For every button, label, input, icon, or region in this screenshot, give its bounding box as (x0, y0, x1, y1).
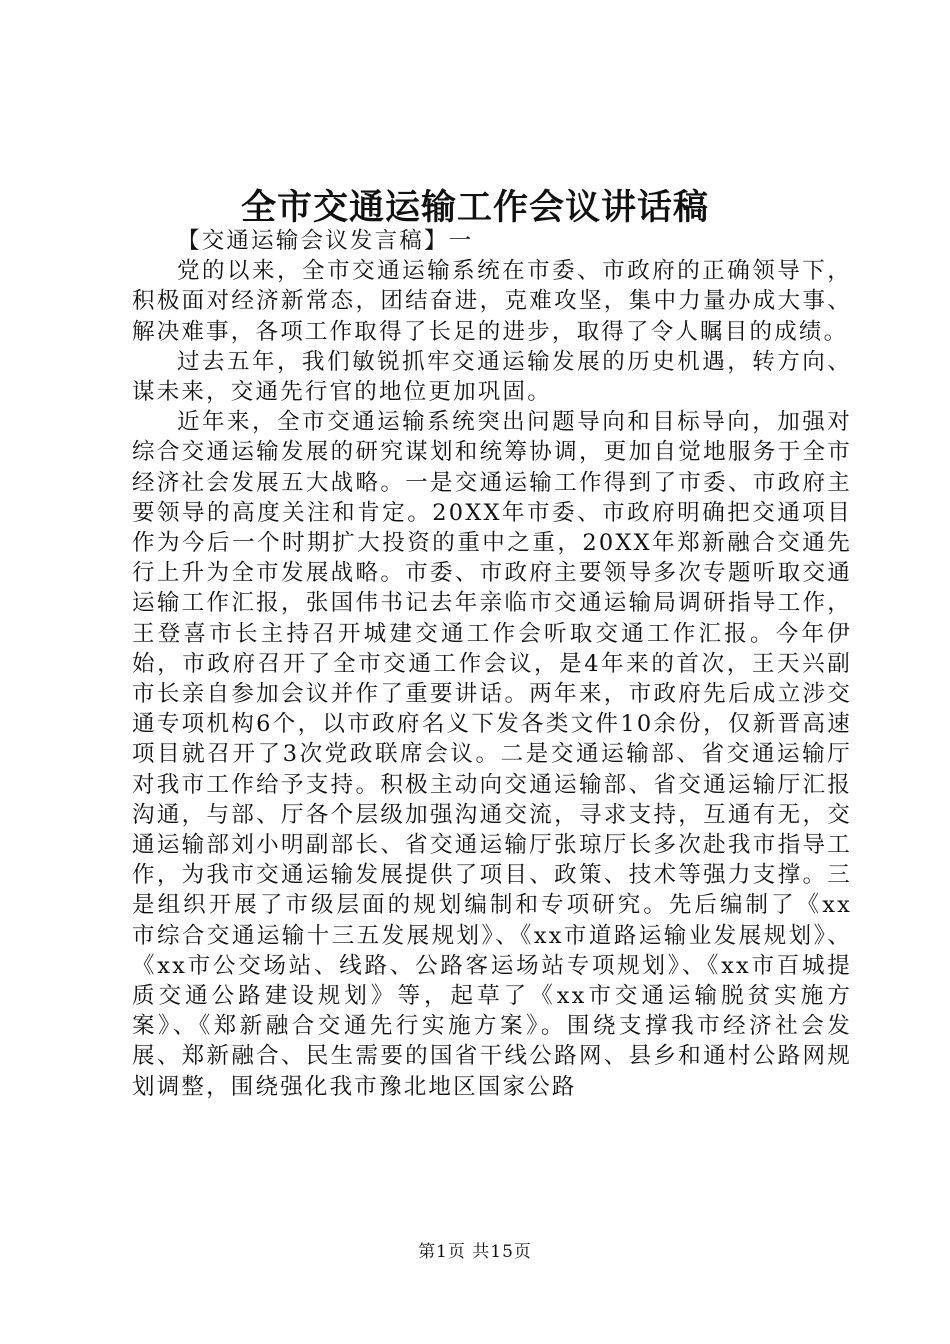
document-body (132, 226, 852, 1102)
paragraph: 过去五年，我们敏锐抓牢交通运输发展的历史机遇，转方向、谋未来，交通先行官的地位更加巩固。 (132, 348, 852, 406)
paragraph: 党的以来，全市交通运输系统在市委、市政府的正确领导下，积极面对经济新常态，团结奋进，克难攻坚，集中力量办成大事、解决难事，各项工作取得了长足的进步，取得了令人瞩目的成绩。 (132, 258, 852, 345)
paragraph: 近年来，全市交通运输系统突出问题导向和目标导向，加强对综合交通运输发展的研究谋划和统筹协调，更加自觉地服务于全市经济社会发展五大战略。一是交通运输工作得到了市委、市政府主要领导的高度关注和肯定。20XX年市委、市政府明确把交通项目作为今后一个时期扩大投资的重中之重，20XX年郑新融合交通先行上升为全市发展战略。市委、市政府主要领导多次专题听取交通运输工作汇报，张国伟书记去年亲临市交通运输局调研指导工作，王登喜市长主持召开城建交通工作会听取交通工作汇报。今年伊始，市政府召开了全市交通工作会议，是4年来的首次，王天兴副市长亲自参加会议并作了重要讲话。两年来，市政府先后成立涉交通专项机构6个，以市政府名义下发各类文件10余份，仅新晋高速项目就召开了3次党政联席会议。二是交通运输部、省交通运输厅对我市工作给予支持。积极主动向交通运输部、省交通运输厅汇报沟通，与部、厅各个层级加强沟通交流，寻求支持，互通有无，交通运输部刘小明副部长、省交通运输厅张琼厅长多次赴我市指导工作，为我市交通运输发展提供了项目、政策、技术等强力支撑。三是组织开展了市级层面的规划编制和专项研究。先后编制了《xx市综合交通运输十三五发展规划》、《xx市道路运输业发展规划》、《xx市公交场站、线路、公路客运场站专项规划》、《xx市百城提质交通公路建设规划》等，起草了《xx市交通运输脱贫实施方案》、《郑新融合交通先行实施方案》。围绕支撑我市经济社会发展、郑新融合、民生需要的国省干线公路网、县乡和通村公路网规划调整，围绕强化我市豫北地区国家公路 (132, 409, 852, 1100)
paragraph-heading: 【交通运输会议发言稿】一 (177, 228, 474, 254)
document-title: 全市交通运输工作会议讲话稿 (240, 187, 709, 228)
page-footer: 第1页 共15页 (418, 1242, 532, 1262)
